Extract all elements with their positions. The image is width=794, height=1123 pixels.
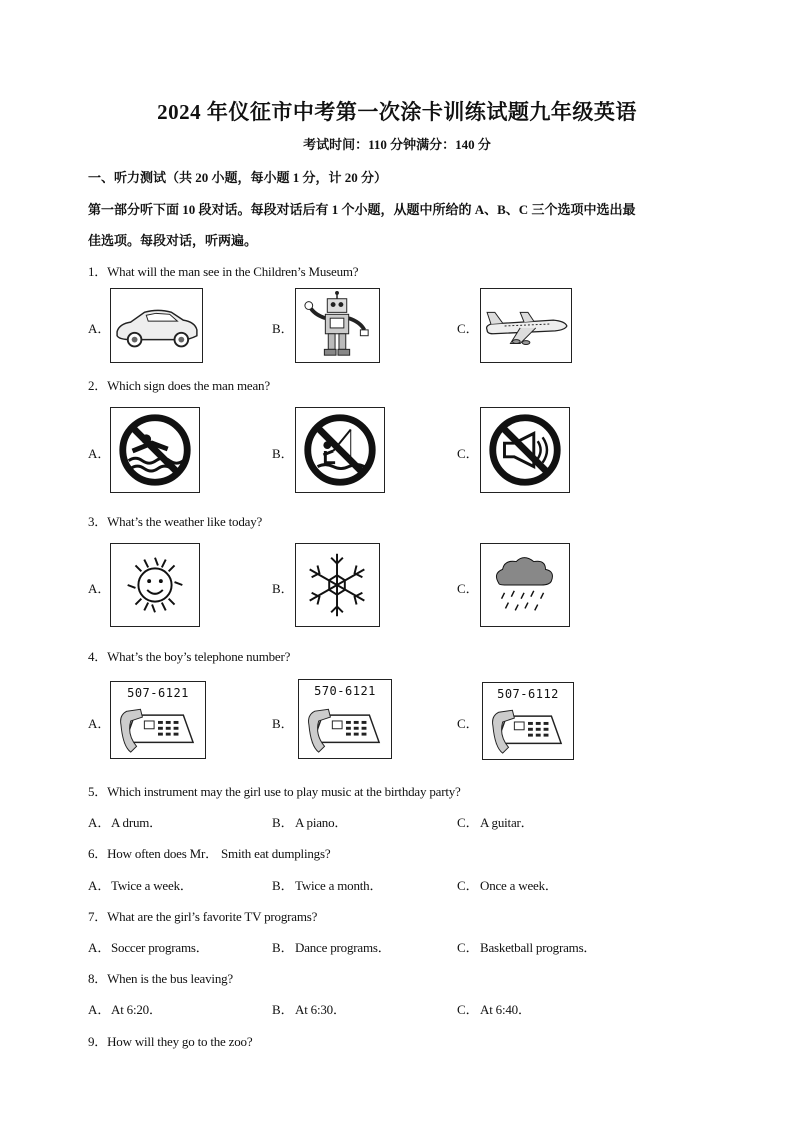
q8-option-b-label: B． (272, 1002, 294, 1017)
question-3: 3．What’s the weather like today? (88, 514, 263, 529)
question-2: 2．Which sign does the man mean? (88, 378, 270, 393)
question-6: 6．How often does Mr． Smith eat dumplings? (88, 846, 331, 861)
q5-option-a-label: A． (88, 815, 111, 830)
q6-option-c-label: C． (457, 878, 479, 893)
q2-option-b-label: B． (272, 446, 294, 461)
no-swimming-sign-icon (110, 407, 200, 493)
exam-info: 考试时间：110 分钟满分：140 分 (303, 137, 491, 152)
q3-option-b-label: B． (272, 581, 294, 596)
question-8: 8．When is the bus leaving? (88, 971, 233, 986)
telephone-icon (482, 682, 574, 760)
q2-option-c-label: C． (457, 446, 479, 461)
q2-option-a-label: A． (88, 446, 111, 461)
q8-option-a-label: A． (88, 1002, 111, 1017)
phone-number-label: 507-6121 (127, 686, 189, 700)
q7-option-b-text: Dance programs． (295, 940, 391, 955)
no-fishing-sign-icon (295, 407, 385, 493)
q8-option-a-text: At 6:20． (111, 1002, 162, 1017)
robot-icon (295, 288, 380, 363)
q6-option-b-text: Twice a month． (295, 878, 383, 893)
rain-cloud-icon (480, 543, 570, 627)
instructions-line-2: 佳选项。每段对话，听两遍。 (88, 233, 258, 248)
q1-option-c-label: C． (457, 321, 479, 336)
q6-option-a-label: A． (88, 878, 111, 893)
q3-option-a-label: A． (88, 581, 111, 596)
phone-number-label: 570-6121 (314, 684, 376, 698)
section-heading: 一、听力测试（共 20 小题，每小题 1 分，计 20 分） (88, 170, 388, 185)
snowflake-icon (295, 543, 380, 627)
question-7: 7．What are the girl’s favorite TV programs? (88, 909, 318, 924)
question-1: 1．What will the man see in the Children’s Museum? (88, 264, 359, 279)
q5-option-b-text: A piano． (295, 815, 348, 830)
airplane-icon (480, 288, 572, 363)
q6-option-b-label: B． (272, 878, 294, 893)
q7-option-a-label: A． (88, 940, 111, 955)
question-9: 9．How will they go to the zoo? (88, 1034, 253, 1049)
car-icon (110, 288, 203, 363)
q7-option-b-label: B． (272, 940, 294, 955)
telephone-icon (298, 679, 392, 759)
q3-option-c-label: C． (457, 581, 479, 596)
sun-icon (110, 543, 200, 627)
question-4: 4．What’s the boy’s telephone number? (88, 649, 291, 664)
instructions-line-1: 第一部分听下面 10 段对话。每段对话后有 1 个小题，从题中所给的 A、B、C 三个选项中选出最 (88, 202, 636, 217)
q5-option-b-label: B． (272, 815, 294, 830)
q7-option-c-text: Basketball programs． (480, 940, 597, 955)
q6-option-a-text: Twice a week． (111, 878, 193, 893)
q8-option-b-text: At 6:30． (295, 1002, 346, 1017)
q4-option-b-label: B． (272, 716, 294, 731)
q1-option-a-label: A． (88, 321, 111, 336)
q5-option-c-label: C． (457, 815, 479, 830)
page-title: 2024 年仪征市中考第一次涂卡训练试题九年级英语 (157, 100, 637, 124)
q7-option-a-text: Soccer programs． (111, 940, 209, 955)
q5-option-c-text: A guitar． (480, 815, 534, 830)
q1-option-b-label: B． (272, 321, 294, 336)
telephone-icon (110, 681, 206, 759)
q7-option-c-label: C． (457, 940, 479, 955)
q4-option-a-label: A． (88, 716, 111, 731)
phone-number-label: 507-6112 (497, 687, 559, 701)
question-5: 5．Which instrument may the girl use to play music at the birthday party? (88, 784, 461, 799)
q8-option-c-text: At 6:40． (480, 1002, 531, 1017)
q5-option-a-text: A drum． (111, 815, 162, 830)
q8-option-c-label: C． (457, 1002, 479, 1017)
q4-option-c-label: C． (457, 716, 479, 731)
no-horn-sign-icon (480, 407, 570, 493)
q6-option-c-text: Once a week． (480, 878, 558, 893)
